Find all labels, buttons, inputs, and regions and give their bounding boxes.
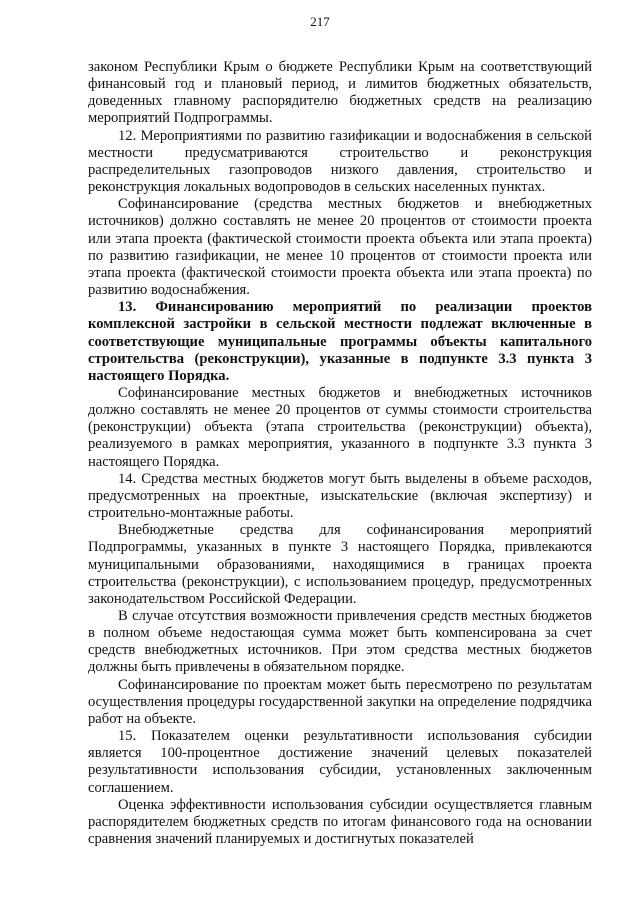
paragraph-item-15: 15. Показателем оценки результативности использования субсидии является 100-процентное достижение значений целевых показателей результативности использования субсидии, установленных заключенным соглашением.: [88, 728, 592, 796]
paragraph-item-14: 14. Средства местных бюджетов могут быть выделены в объеме расходов, предусмотренных на проектные, изыскательские (включая экспертизу) и строительно-монтажные работы.: [88, 470, 592, 522]
paragraph-continuation: законом Республики Крым о бюджете Республики Крым на соответствующий финансовый год и плановый период, и лимитов бюджетных обязательств, доведенных главному распорядителю бюджетных средств на реализацию мероприятий Подпрограммы.: [88, 59, 592, 127]
paragraph-cofinancing-construction: Софинансирование местных бюджетов и внебюджетных источников должно составлять не менее 20 процентов от суммы стоимости строительства (реконструкции) объекта (этапа строительства (реконструкции) объекта), реализуемого в рамках мероприятия, указанного в подпункте 3.3 пункта 3 настоящего Порядка.: [88, 384, 592, 470]
paragraph-efficiency-assessment: Оценка эффективности использования субсидии осуществляется главным распорядителем бюджетных средств по итогам финансового года на основании сравнения значений планируемых и достигнутых показателей: [88, 796, 592, 848]
page-number: 217: [310, 14, 330, 29]
paragraph-compensation: В случае отсутствия возможности привлечения средств местных бюджетов в полном объеме недостающая сумма может быть компенсирована за счет средств внебюджетных источников. При этом средства местных бюджетов должны быть привлечены в обязательном порядке.: [88, 608, 592, 676]
document-body: [88, 59, 592, 848]
paragraph-extrabudgetary-funds: Внебюджетные средства для софинансирования мероприятий Подпрограммы, указанных в пункте 3 настоящего Порядка, привлекаются муниципальными образованиями, находящимися в границах проекта строительства (реконструкции), с использованием процедур, предусмотренных законодательством Российской Федерации.: [88, 522, 592, 607]
paragraph-item-12: 12. Мероприятиями по развитию газификации и водоснабжения в сельской местности предусматриваются строительство и реконструкция распределительных газопроводов низкого давления, строительство и реконструкция локальных водопроводов в сельских населенных пунктах.: [88, 127, 592, 196]
paragraph-item-13: 13. Финансированию мероприятий по реализации проектов комплексной застройки в сельской местности подлежат включенные в соответствующие муниципальные программы объекты капитального строительства (реконструкции), указанные в подпункте 3.3 пункта 3 настоящего Порядка.: [88, 299, 592, 384]
paragraph-cofinancing-gas-water: Софинансирование (средства местных бюджетов и внебюджетных источников) должно составлять не менее 20 процентов от стоимости проекта или этапа проекта (фактической стоимости проекта объекта или этапа проекта) по развитию газификации, не менее 10 процентов от стоимости проекта или этапа проекта (фактической стоимости проекта объекта или этапа проекта) по развитию водоснабжения.: [88, 196, 592, 299]
paragraph-revision: Софинансирование по проектам может быть пересмотрено по результатам осуществления процедуры государственной закупки на определение подрядчика работ на объекте.: [88, 676, 592, 727]
